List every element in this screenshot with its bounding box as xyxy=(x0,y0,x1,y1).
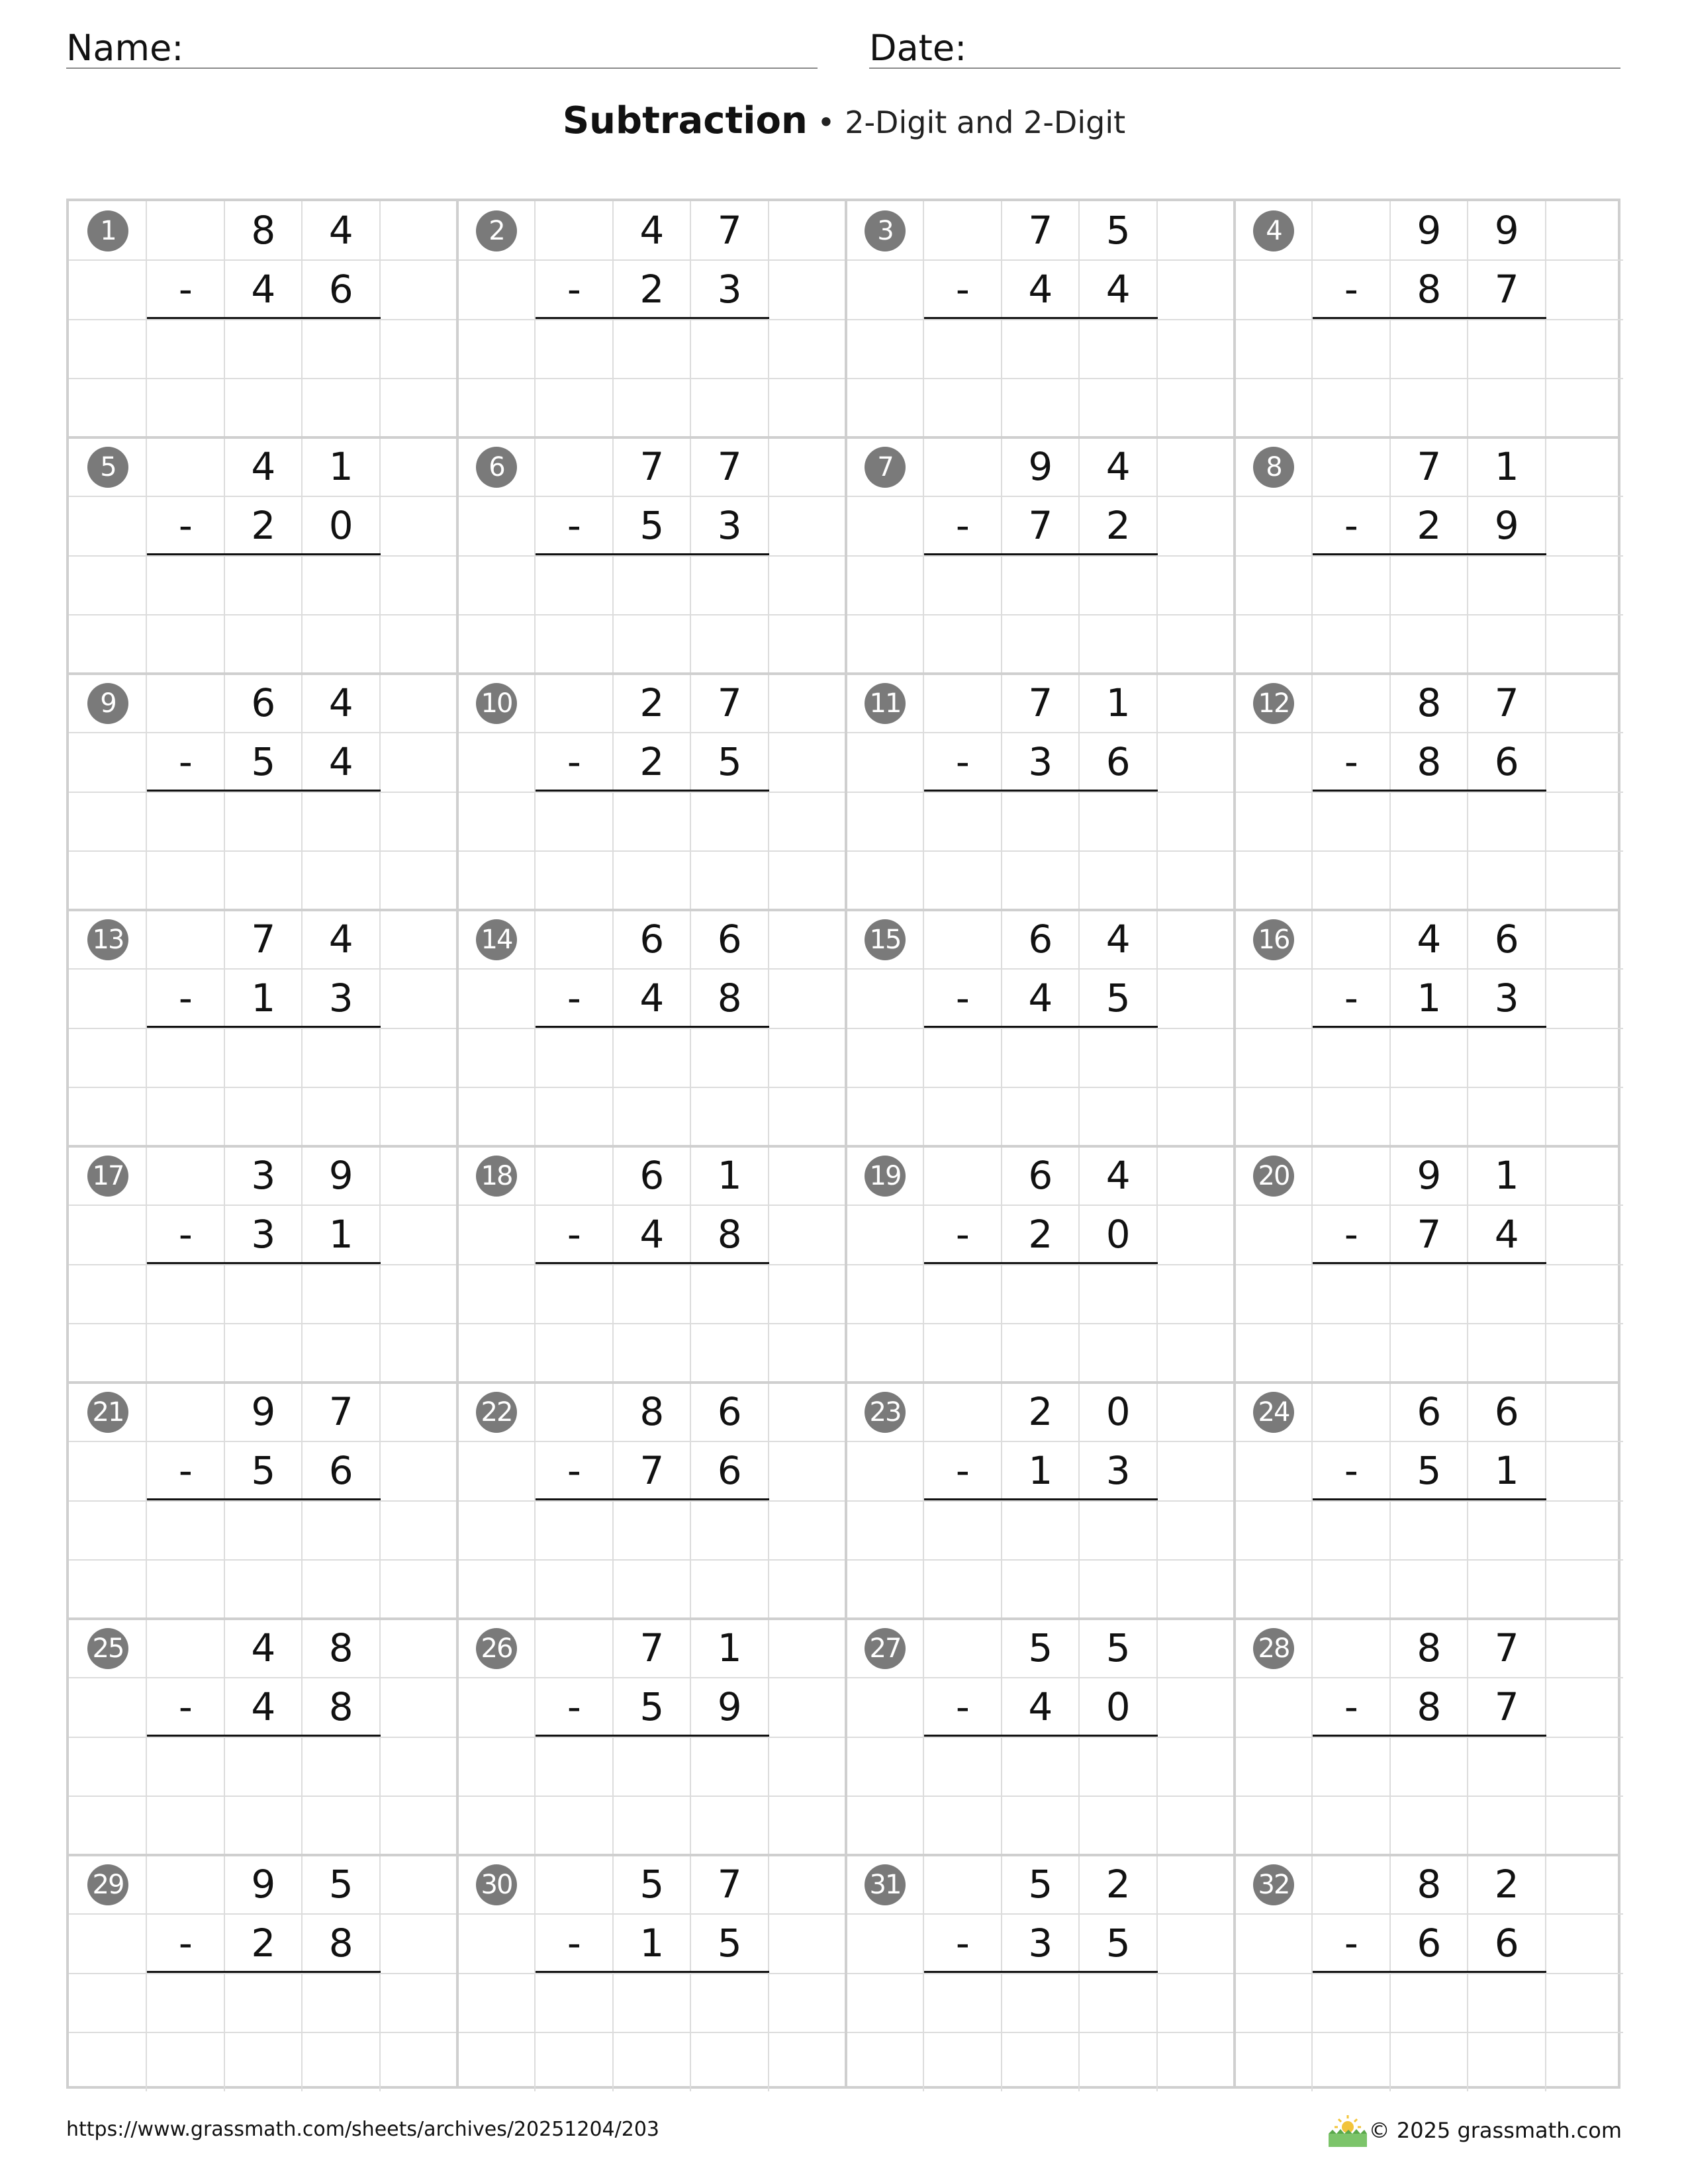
subtrahend-tens: 8 xyxy=(1417,267,1442,312)
minuend-ones: 2 xyxy=(1105,1862,1131,1907)
problem-number-badge: 27 xyxy=(865,1628,906,1669)
subtrahend-tens: 5 xyxy=(251,739,276,785)
subtrahend-ones: 3 xyxy=(717,267,742,312)
subtrahend-ones: 6 xyxy=(1105,739,1131,785)
date-label: Date: xyxy=(869,27,967,69)
minuend-ones: 5 xyxy=(328,1862,353,1907)
minus-sign: - xyxy=(955,1921,970,1966)
minus-sign: - xyxy=(178,1921,193,1966)
minus-sign: - xyxy=(955,503,970,549)
minus-sign: - xyxy=(955,976,970,1021)
answer-area[interactable] xyxy=(535,1265,768,1324)
minus-sign: - xyxy=(567,267,581,312)
subtrahend-ones: 4 xyxy=(328,739,353,785)
problem-number-badge: 15 xyxy=(865,919,906,960)
subtrahend-tens: 4 xyxy=(1028,1684,1053,1730)
problem-cell xyxy=(457,1383,846,1619)
subtrahend-tens: 8 xyxy=(1417,1684,1442,1730)
minuend-tens: 6 xyxy=(1028,917,1053,962)
minuend-ones: 9 xyxy=(1494,208,1519,253)
minuend-tens: 4 xyxy=(1417,917,1442,962)
minus-sign: - xyxy=(955,267,970,312)
subtrahend-ones: 8 xyxy=(328,1921,353,1966)
minus-sign: - xyxy=(178,1448,193,1494)
subtrahend-tens: 4 xyxy=(1028,267,1053,312)
subtrahend-ones: 4 xyxy=(1494,1212,1519,1257)
problem-divider xyxy=(69,1145,1618,1148)
minuend-tens: 9 xyxy=(251,1862,276,1907)
minuend-ones: 4 xyxy=(328,917,353,962)
problem-number-badge: 16 xyxy=(1253,919,1294,960)
answer-area[interactable] xyxy=(923,1737,1156,1796)
problem-divider xyxy=(69,1854,1618,1856)
answer-area[interactable] xyxy=(1312,1737,1545,1796)
problem-cell xyxy=(69,910,457,1146)
answer-area[interactable] xyxy=(535,1737,768,1796)
problem-number-badge: 17 xyxy=(87,1156,128,1197)
subtrahend-ones: 7 xyxy=(1494,1684,1519,1730)
minuend-tens: 7 xyxy=(639,1625,665,1670)
answer-area[interactable] xyxy=(1312,1974,1545,2032)
problem-cell xyxy=(846,437,1235,674)
subtrahend-tens: 1 xyxy=(639,1921,665,1966)
problem-number-badge: 22 xyxy=(476,1392,517,1433)
answer-area[interactable] xyxy=(535,1028,768,1087)
problem-cell xyxy=(457,1619,846,1855)
problem-number-badge: 12 xyxy=(1253,683,1294,724)
minus-sign: - xyxy=(178,503,193,549)
minuend-ones: 5 xyxy=(1105,1625,1131,1670)
answer-area[interactable] xyxy=(923,1028,1156,1087)
answer-area[interactable] xyxy=(1312,556,1545,615)
minuend-ones: 7 xyxy=(717,1862,742,1907)
answer-area[interactable] xyxy=(923,1265,1156,1324)
problem-cell xyxy=(69,1855,457,2091)
minuend-ones: 1 xyxy=(717,1625,742,1670)
minuend-ones: 7 xyxy=(1494,680,1519,725)
minuend-tens: 4 xyxy=(251,1625,276,1670)
minuend-tens: 8 xyxy=(1417,680,1442,725)
subtrahend-tens: 7 xyxy=(639,1448,665,1494)
problem-number-badge: 26 xyxy=(476,1628,517,1669)
subtrahend-tens: 5 xyxy=(639,503,665,549)
subtrahend-ones: 3 xyxy=(328,976,353,1021)
subtrahend-tens: 5 xyxy=(251,1448,276,1494)
subtrahend-tens: 2 xyxy=(251,503,276,549)
minus-sign: - xyxy=(567,1684,581,1730)
minuend-tens: 5 xyxy=(1028,1625,1053,1670)
problem-number-badge: 20 xyxy=(1253,1156,1294,1197)
problem-cell xyxy=(1235,1383,1623,1619)
subtrahend-tens: 4 xyxy=(639,1212,665,1257)
subtrahend-ones: 0 xyxy=(328,503,353,549)
grass-sun-logo-icon xyxy=(1326,2113,1370,2150)
problem-cell xyxy=(69,1619,457,1855)
minuend-ones: 6 xyxy=(717,1389,742,1434)
answer-area[interactable] xyxy=(1312,320,1545,379)
problem-number-badge: 25 xyxy=(87,1628,128,1669)
answer-area[interactable] xyxy=(146,1974,379,2032)
minus-sign: - xyxy=(178,267,193,312)
answer-area[interactable] xyxy=(146,792,379,851)
date-field[interactable] xyxy=(869,24,1620,69)
subtrahend-ones: 4 xyxy=(1105,267,1131,312)
problem-cell xyxy=(69,437,457,674)
minuend-tens: 5 xyxy=(639,1862,665,1907)
minus-sign: - xyxy=(1344,1212,1358,1257)
answer-area[interactable] xyxy=(146,1501,379,1560)
problem-divider xyxy=(69,436,1618,439)
problem-grid xyxy=(66,199,1620,2089)
subtrahend-ones: 8 xyxy=(328,1684,353,1730)
problem-cell xyxy=(1235,201,1623,437)
subtrahend-tens: 5 xyxy=(1417,1448,1442,1494)
problem-cell xyxy=(1235,674,1623,910)
subtrahend-tens: 7 xyxy=(1028,503,1053,549)
minuend-ones: 4 xyxy=(1105,1153,1131,1198)
subtrahend-ones: 5 xyxy=(717,739,742,785)
minuend-ones: 7 xyxy=(717,680,742,725)
minuend-tens: 4 xyxy=(251,444,276,489)
subtrahend-ones: 7 xyxy=(1494,267,1519,312)
answer-area[interactable] xyxy=(535,1974,768,2032)
problem-number-badge: 28 xyxy=(1253,1628,1294,1669)
subtrahend-tens: 2 xyxy=(639,739,665,785)
problem-cell xyxy=(1235,1619,1623,1855)
problem-number-badge: 24 xyxy=(1253,1392,1294,1433)
answer-area[interactable] xyxy=(923,556,1156,615)
problem-number-badge: 32 xyxy=(1253,1864,1294,1905)
minus-sign: - xyxy=(955,739,970,785)
subtrahend-tens: 2 xyxy=(1028,1212,1053,1257)
minus-sign: - xyxy=(178,1684,193,1730)
answer-area[interactable] xyxy=(146,1737,379,1796)
problem-number-badge: 11 xyxy=(865,683,906,724)
minuend-tens: 9 xyxy=(251,1389,276,1434)
subtrahend-tens: 4 xyxy=(251,267,276,312)
minuend-ones: 9 xyxy=(328,1153,353,1198)
minus-sign: - xyxy=(567,1448,581,1494)
problem-cell xyxy=(846,1383,1235,1619)
problem-cell xyxy=(1235,910,1623,1146)
problem-cell xyxy=(457,437,846,674)
minuend-ones: 1 xyxy=(1105,680,1131,725)
minuend-tens: 7 xyxy=(1028,680,1053,725)
minuend-ones: 4 xyxy=(328,208,353,253)
minus-sign: - xyxy=(567,503,581,549)
subtrahend-tens: 2 xyxy=(251,1921,276,1966)
problem-cell xyxy=(846,910,1235,1146)
minuend-tens: 9 xyxy=(1417,208,1442,253)
minuend-ones: 7 xyxy=(717,208,742,253)
minuend-ones: 6 xyxy=(1494,1389,1519,1434)
minuend-tens: 9 xyxy=(1028,444,1053,489)
subtrahend-ones: 5 xyxy=(1105,976,1131,1021)
problem-cell xyxy=(846,201,1235,437)
problem-number-badge: 29 xyxy=(87,1864,128,1905)
subtrahend-tens: 7 xyxy=(1417,1212,1442,1257)
minuend-tens: 8 xyxy=(251,208,276,253)
problem-cell xyxy=(1235,437,1623,674)
minuend-tens: 3 xyxy=(251,1153,276,1198)
minus-sign: - xyxy=(567,739,581,785)
problem-number-badge: 4 xyxy=(1253,210,1294,251)
subtrahend-ones: 1 xyxy=(1494,1448,1519,1494)
minus-sign: - xyxy=(955,1212,970,1257)
problem-cell xyxy=(457,910,846,1146)
subtrahend-tens: 5 xyxy=(639,1684,665,1730)
answer-area[interactable] xyxy=(146,320,379,379)
minuend-ones: 8 xyxy=(328,1625,353,1670)
minuend-ones: 4 xyxy=(328,680,353,725)
subtrahend-tens: 2 xyxy=(639,267,665,312)
subtrahend-tens: 2 xyxy=(1417,503,1442,549)
subtrahend-ones: 8 xyxy=(717,976,742,1021)
minus-sign: - xyxy=(955,1684,970,1730)
answer-area[interactable] xyxy=(923,1974,1156,2032)
subtrahend-ones: 9 xyxy=(717,1684,742,1730)
problem-cell xyxy=(457,1855,846,2091)
minuend-tens: 6 xyxy=(1417,1389,1442,1434)
problem-divider xyxy=(456,201,459,2086)
minuend-ones: 1 xyxy=(1494,444,1519,489)
minuend-tens: 7 xyxy=(1417,444,1442,489)
subtrahend-tens: 1 xyxy=(1417,976,1442,1021)
subtrahend-ones: 0 xyxy=(1105,1212,1131,1257)
minuend-ones: 6 xyxy=(717,917,742,962)
subtrahend-tens: 3 xyxy=(1028,1921,1053,1966)
minuend-tens: 8 xyxy=(1417,1862,1442,1907)
minuend-ones: 1 xyxy=(1494,1153,1519,1198)
minuend-tens: 7 xyxy=(251,917,276,962)
subtrahend-ones: 3 xyxy=(717,503,742,549)
problem-cell xyxy=(69,1146,457,1383)
subtrahend-tens: 4 xyxy=(1028,976,1053,1021)
subtrahend-tens: 4 xyxy=(251,1684,276,1730)
footer-copyright: © 2025 grassmath.com xyxy=(1368,2118,1622,2143)
subtrahend-tens: 1 xyxy=(251,976,276,1021)
subtrahend-tens: 8 xyxy=(1417,739,1442,785)
answer-area[interactable] xyxy=(923,1501,1156,1560)
title-main: Subtraction xyxy=(562,99,808,142)
subtrahend-ones: 6 xyxy=(328,267,353,312)
subtrahend-ones: 2 xyxy=(1105,503,1131,549)
problem-number-badge: 23 xyxy=(865,1392,906,1433)
problem-divider xyxy=(1233,201,1236,2086)
answer-area[interactable] xyxy=(1312,792,1545,851)
minuend-tens: 8 xyxy=(639,1389,665,1434)
minuend-ones: 7 xyxy=(328,1389,353,1434)
problem-cell xyxy=(457,1146,846,1383)
subtrahend-ones: 6 xyxy=(717,1448,742,1494)
problem-cell xyxy=(846,674,1235,910)
minuend-tens: 4 xyxy=(639,208,665,253)
problem-number-badge: 13 xyxy=(87,919,128,960)
problem-divider xyxy=(69,1617,1618,1620)
minus-sign: - xyxy=(1344,1684,1358,1730)
subtrahend-tens: 3 xyxy=(1028,739,1053,785)
minus-sign: - xyxy=(567,1921,581,1966)
answer-area[interactable] xyxy=(1312,1265,1545,1324)
minus-sign: - xyxy=(567,976,581,1021)
minuend-ones: 4 xyxy=(1105,444,1131,489)
problem-number-badge: 1 xyxy=(87,210,128,251)
subtrahend-tens: 3 xyxy=(251,1212,276,1257)
subtrahend-tens: 4 xyxy=(639,976,665,1021)
problem-number-badge: 18 xyxy=(476,1156,517,1197)
subtrahend-ones: 0 xyxy=(1105,1684,1131,1730)
problem-cell xyxy=(1235,1146,1623,1383)
subtrahend-ones: 6 xyxy=(1494,739,1519,785)
problem-cell xyxy=(457,674,846,910)
answer-area[interactable] xyxy=(146,1265,379,1324)
title-subtitle: • 2-Digit and 2-Digit xyxy=(807,105,1126,140)
problem-cell xyxy=(69,1383,457,1619)
problem-number-badge: 10 xyxy=(476,683,517,724)
name-label: Name: xyxy=(66,27,184,69)
problem-divider xyxy=(845,201,847,2086)
minuend-ones: 5 xyxy=(1105,208,1131,253)
minus-sign: - xyxy=(1344,976,1358,1021)
subtrahend-tens: 6 xyxy=(1417,1921,1442,1966)
subtrahend-ones: 5 xyxy=(1105,1921,1131,1966)
minuend-ones: 6 xyxy=(1494,917,1519,962)
answer-area[interactable] xyxy=(923,792,1156,851)
subtrahend-tens: 1 xyxy=(1028,1448,1053,1494)
subtrahend-ones: 6 xyxy=(328,1448,353,1494)
answer-area[interactable] xyxy=(535,792,768,851)
subtrahend-ones: 5 xyxy=(717,1921,742,1966)
problem-divider xyxy=(69,1381,1618,1384)
answer-area[interactable] xyxy=(1312,1028,1545,1087)
answer-area[interactable] xyxy=(535,1501,768,1560)
minus-sign: - xyxy=(178,1212,193,1257)
footer-url: https://www.grassmath.com/sheets/archives/20251204/203 xyxy=(66,2118,660,2141)
problem-cell xyxy=(69,674,457,910)
answer-area[interactable] xyxy=(146,556,379,615)
minus-sign: - xyxy=(1344,1921,1358,1966)
minus-sign: - xyxy=(178,739,193,785)
answer-area[interactable] xyxy=(1312,1501,1545,1560)
minus-sign: - xyxy=(1344,1448,1358,1494)
minuend-tens: 6 xyxy=(639,1153,665,1198)
subtrahend-ones: 9 xyxy=(1494,503,1519,549)
problem-number-badge: 30 xyxy=(476,1864,517,1905)
subtrahend-ones: 6 xyxy=(1494,1921,1519,1966)
minus-sign: - xyxy=(1344,267,1358,312)
answer-area[interactable] xyxy=(923,320,1156,379)
problem-cell xyxy=(846,1619,1235,1855)
problem-cell xyxy=(1235,1855,1623,2091)
answer-area[interactable] xyxy=(146,1028,379,1087)
problem-divider xyxy=(69,672,1618,675)
problem-number-badge: 3 xyxy=(865,210,906,251)
minuend-ones: 7 xyxy=(717,444,742,489)
minus-sign: - xyxy=(567,1212,581,1257)
minus-sign: - xyxy=(178,976,193,1021)
problem-number-badge: 14 xyxy=(476,919,517,960)
minuend-tens: 6 xyxy=(251,680,276,725)
problem-cell xyxy=(846,1855,1235,2091)
minuend-tens: 7 xyxy=(1028,208,1053,253)
minuend-tens: 7 xyxy=(639,444,665,489)
problem-number-badge: 6 xyxy=(476,447,517,488)
problem-number-badge: 5 xyxy=(87,447,128,488)
minuend-ones: 7 xyxy=(1494,1625,1519,1670)
subtrahend-ones: 1 xyxy=(328,1212,353,1257)
problem-number-badge: 19 xyxy=(865,1156,906,1197)
minus-sign: - xyxy=(955,1448,970,1494)
subtrahend-ones: 3 xyxy=(1105,1448,1131,1494)
problem-number-badge: 8 xyxy=(1253,447,1294,488)
minuend-ones: 1 xyxy=(717,1153,742,1198)
subtrahend-ones: 3 xyxy=(1494,976,1519,1021)
problem-cell xyxy=(457,201,846,437)
minus-sign: - xyxy=(1344,503,1358,549)
name-field[interactable] xyxy=(66,24,818,69)
minuend-tens: 6 xyxy=(1028,1153,1053,1198)
minus-sign: - xyxy=(1344,739,1358,785)
problem-number-badge: 21 xyxy=(87,1392,128,1433)
minuend-ones: 4 xyxy=(1105,917,1131,962)
minuend-tens: 9 xyxy=(1417,1153,1442,1198)
minuend-tens: 2 xyxy=(639,680,665,725)
answer-area[interactable] xyxy=(535,320,768,379)
problem-number-badge: 2 xyxy=(476,210,517,251)
problem-number-badge: 7 xyxy=(865,447,906,488)
minuend-ones: 2 xyxy=(1494,1862,1519,1907)
minuend-ones: 1 xyxy=(328,444,353,489)
minuend-tens: 6 xyxy=(639,917,665,962)
problem-divider xyxy=(69,909,1618,911)
answer-area[interactable] xyxy=(535,556,768,615)
problem-cell xyxy=(846,1146,1235,1383)
problem-cell xyxy=(69,201,457,437)
problem-number-badge: 31 xyxy=(865,1864,906,1905)
minuend-tens: 2 xyxy=(1028,1389,1053,1434)
worksheet-title xyxy=(0,99,1688,142)
minuend-ones: 0 xyxy=(1105,1389,1131,1434)
problem-number-badge: 9 xyxy=(87,683,128,724)
subtrahend-ones: 8 xyxy=(717,1212,742,1257)
minuend-tens: 8 xyxy=(1417,1625,1442,1670)
minuend-tens: 5 xyxy=(1028,1862,1053,1907)
